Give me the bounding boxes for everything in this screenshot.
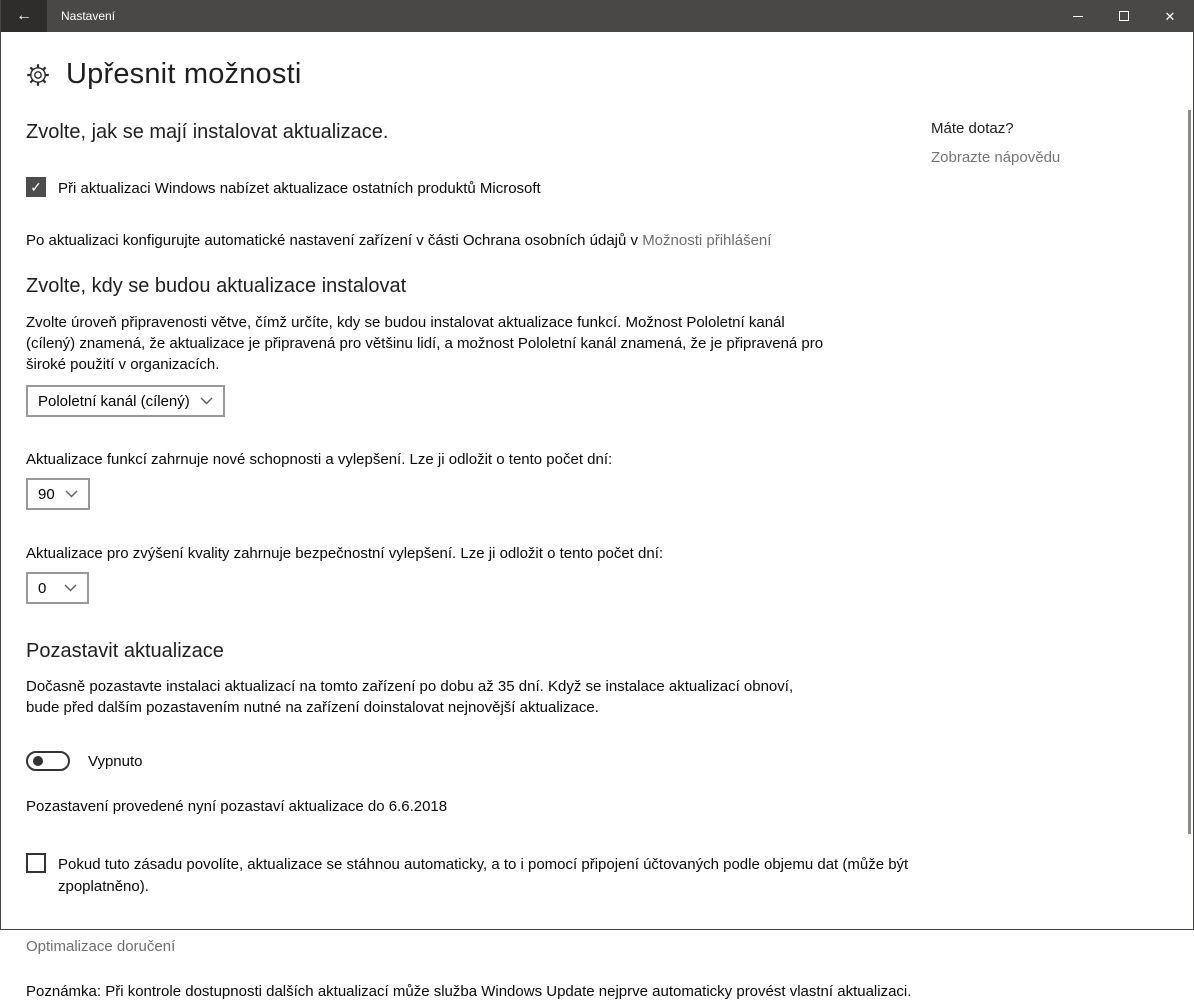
chevron-down-icon (200, 397, 213, 405)
close-icon: ✕ (1164, 8, 1176, 24)
pause-description: Dočasně pozastavte instalaci aktualizací na tomto zařízení po dobu až 35 dní. Když se instalace aktualizací obnoví, bude před dalším pozastavením nutné na zařízení doinstalovat nejnovější aktualizace. (26, 678, 794, 716)
toggle-knob (33, 756, 43, 766)
ms-products-checkbox-label[interactable]: Při aktualizaci Windows nabízet aktualizace ostatních produktů Microsoft (58, 180, 541, 197)
vertical-scrollbar[interactable] (1188, 110, 1191, 834)
ms-products-checkbox[interactable] (26, 177, 46, 197)
checkmark-icon: ✓ (30, 178, 42, 195)
pause-toggle-row (26, 751, 1193, 771)
pause-toggle[interactable] (26, 751, 70, 771)
pause-toggle-state: Vypnuto (88, 752, 143, 770)
pause-section-heading: Pozastavit aktualizace (26, 640, 224, 662)
back-arrow-icon: ← (16, 7, 32, 24)
when-section-heading: Zvolte, kdy se budou aktualizace instalovat (26, 275, 407, 297)
window-controls (1055, 0, 1193, 32)
ms-products-checkbox-row (26, 177, 1193, 199)
maximize-button[interactable] (1101, 0, 1147, 32)
minimize-button[interactable] (1055, 0, 1101, 32)
titlebar (1, 0, 1193, 32)
config-text: Po aktualizaci konfigurujte automatické nastavení zařízení v části Ochrana osobních údajů v (26, 232, 639, 249)
when-description: Zvolte úroveň připravenosti větve, čímž určíte, kdy se budou instalovat aktualizace funkcí. Možnost Pololetní kanál (cílený) znamená, že aktualizace je připravená pro většinu lidí, a možnost Pololetní kanál znamená, že je připravená pro široké použití v organizacích. (26, 314, 824, 373)
channel-dropdown-value: Pololetní kanál (cílený) (38, 392, 190, 410)
metered-checkbox-row (26, 853, 1193, 898)
maximize-icon (1119, 11, 1129, 21)
sign-in-options-link[interactable]: Možnosti přihlášení (642, 232, 772, 249)
chevron-down-icon (64, 584, 77, 592)
quality-defer-label: Aktualizace pro zvýšení kvality zahrnuje bezpečnostní vylepšení. Lze ji odložit o tento počet dní: (26, 545, 664, 562)
window-title: Nastavení (61, 9, 116, 23)
quality-days-dropdown[interactable] (26, 572, 89, 604)
chevron-down-icon (65, 490, 78, 498)
config-line (26, 230, 1193, 251)
page-title: Upřesnit možnosti (66, 58, 302, 90)
back-button[interactable] (1, 0, 47, 32)
pause-until-text: Pozastavení provedené nyní pozastaví aktualizace do 6.6.2018 (26, 798, 448, 815)
feature-days-dropdown[interactable] (26, 478, 90, 510)
update-note: Poznámka: Při kontrole dostupnosti dalších aktualizací může služba Windows Update nejprve automaticky provést vlastní aktualizaci. (26, 983, 912, 1000)
get-help-link[interactable]: Zobrazte nápovědu (931, 149, 1061, 166)
minimize-icon (1073, 16, 1083, 17)
delivery-optimization-link[interactable]: Optimalizace doručení (26, 938, 176, 955)
quality-days-value: 0 (38, 579, 47, 597)
install-section-heading: Zvolte, jak se mají instalovat aktualizace. (26, 121, 389, 143)
help-column (931, 119, 1060, 168)
channel-dropdown[interactable] (26, 385, 225, 417)
page-header (26, 58, 1193, 91)
metered-checkbox[interactable] (26, 853, 46, 873)
feature-days-value: 90 (38, 485, 55, 503)
close-button[interactable] (1147, 0, 1193, 32)
feature-defer-label: Aktualizace funkcí zahrnuje nové schopnosti a vylepšení. Lze ji odložit o tento počet dní: (26, 451, 613, 468)
help-question: Máte dotaz? (931, 120, 1014, 137)
gear-icon (26, 63, 50, 87)
metered-checkbox-label[interactable]: Pokud tuto zásadu povolíte, aktualizace se stáhnou automaticky, a to i pomocí připojení účtovaných podle objemu dat (může být zpoplatněno). (58, 856, 909, 895)
